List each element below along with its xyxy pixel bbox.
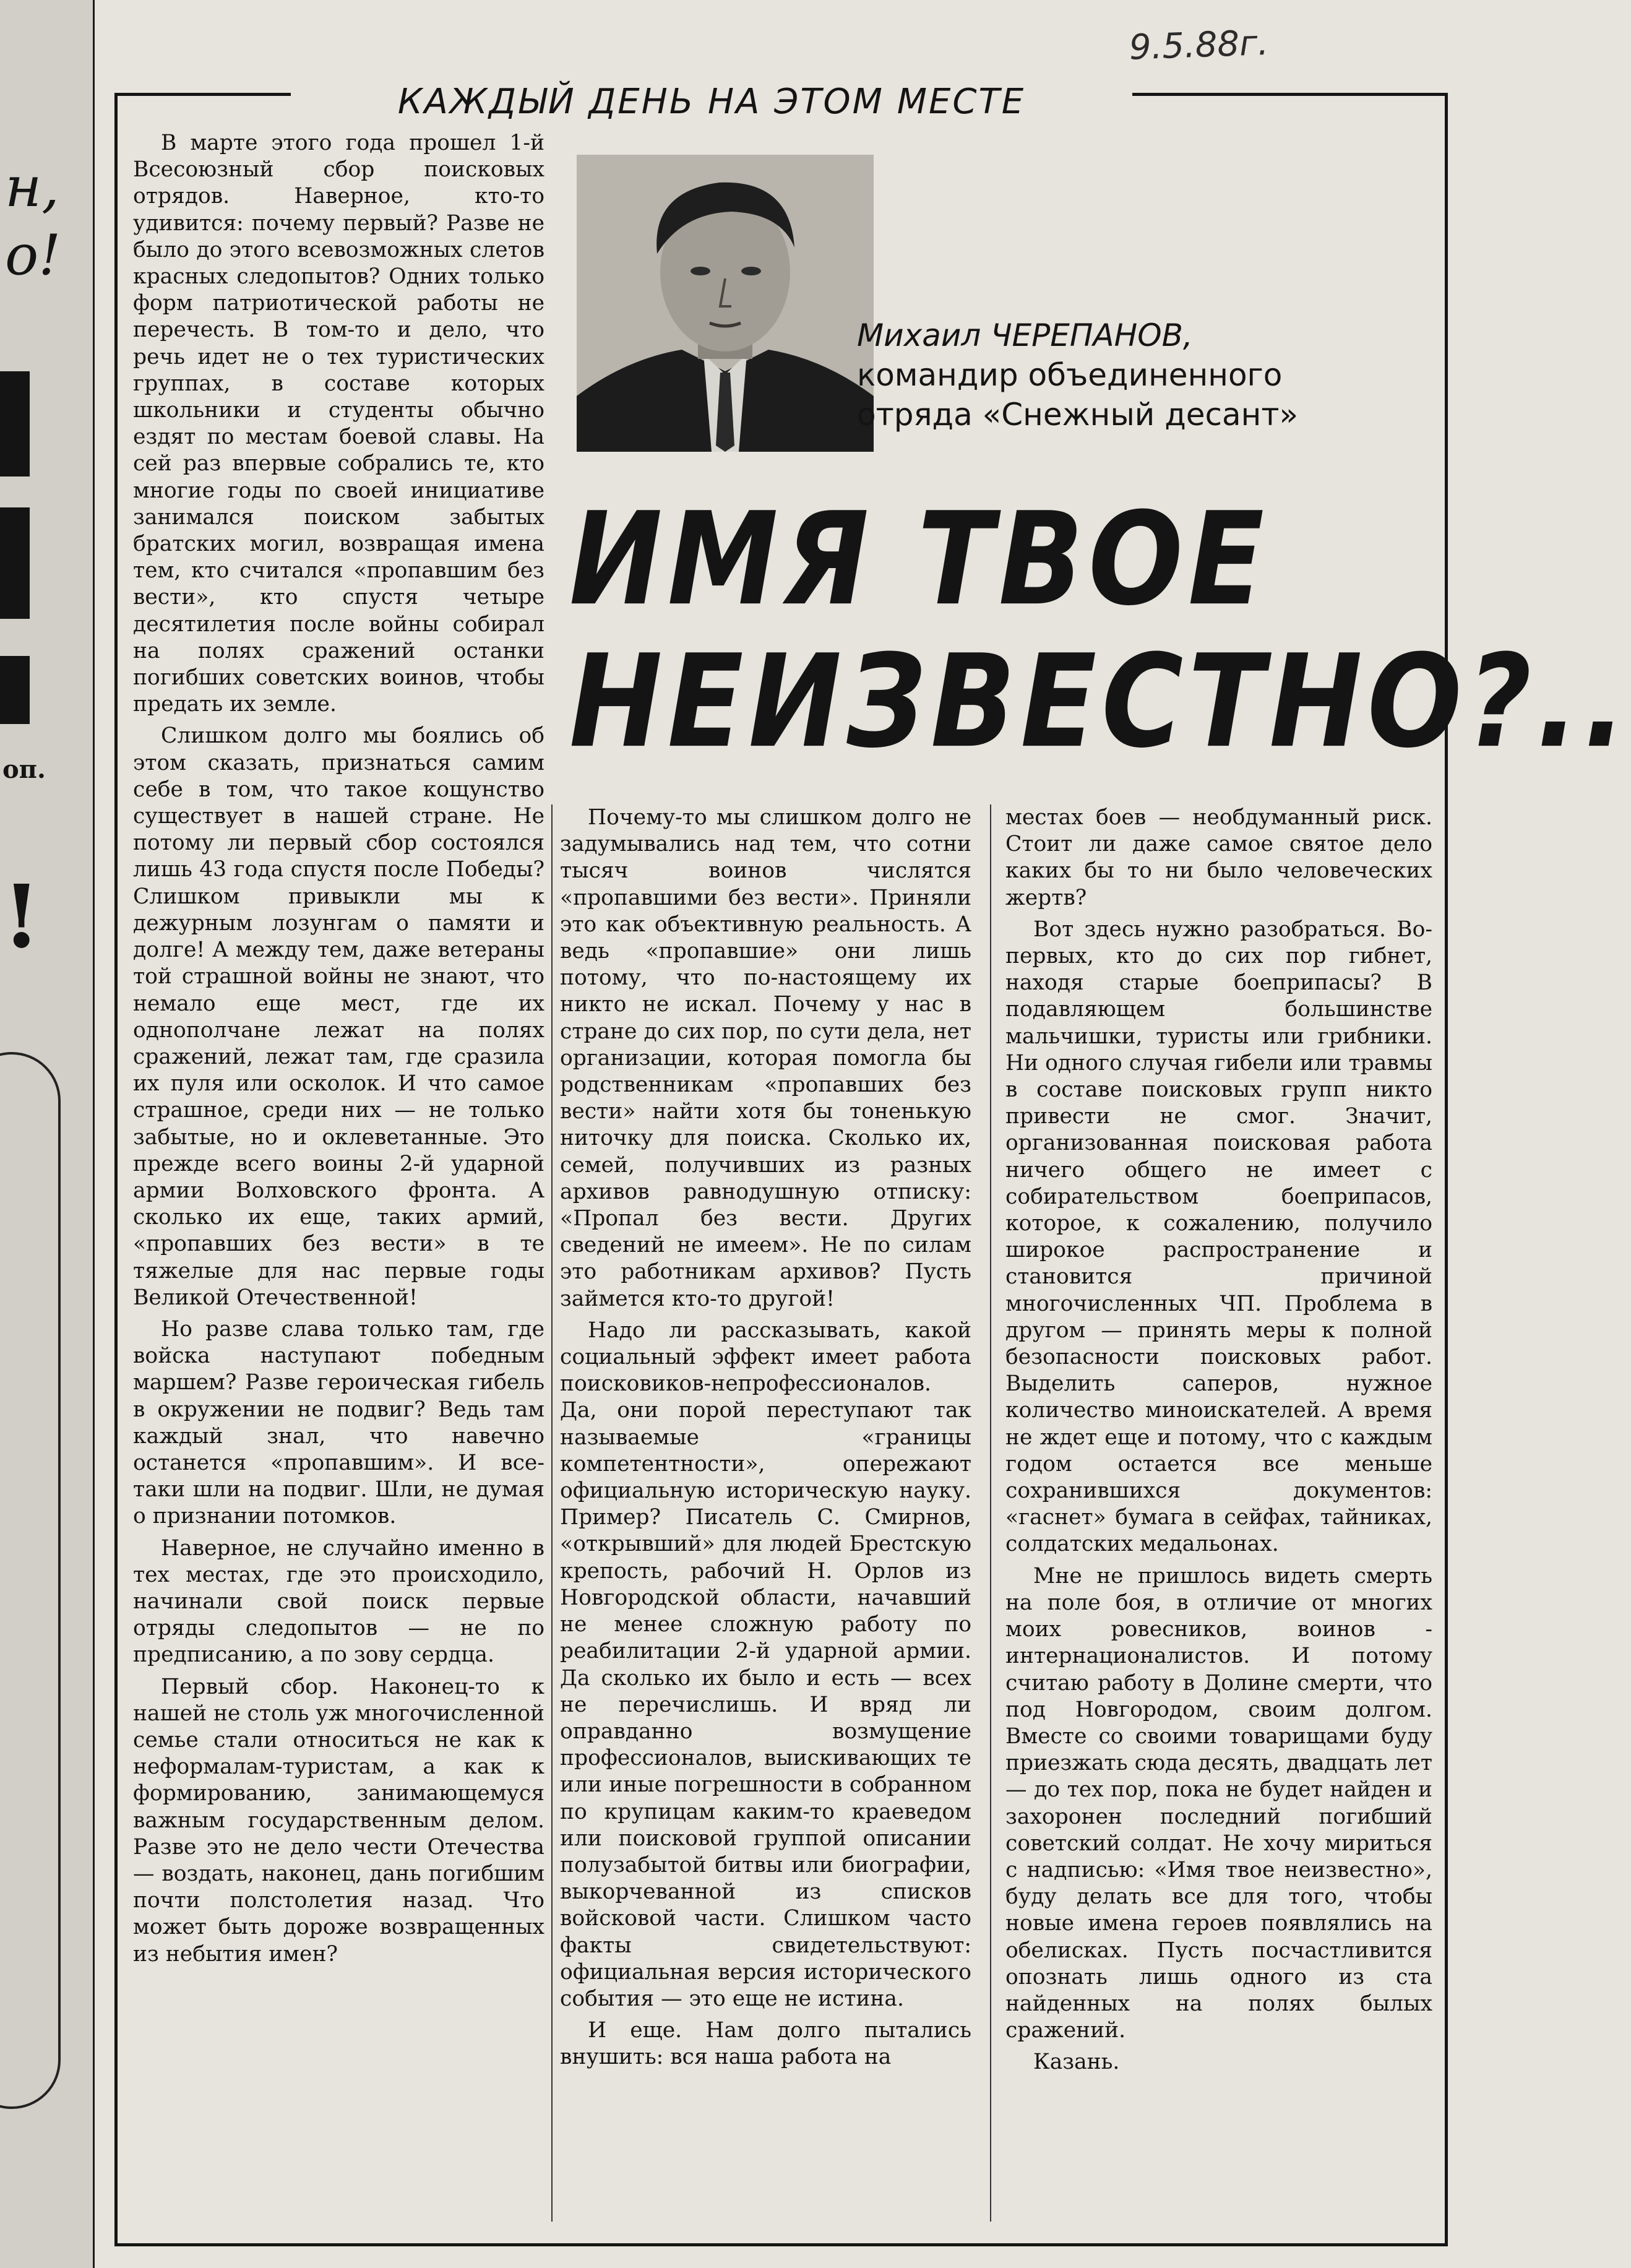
- left-strip-frame: [0, 1052, 61, 2109]
- author-byline: [857, 316, 1414, 434]
- adjacent-article-strip: [0, 0, 95, 2268]
- portrait-illustration: [577, 155, 874, 452]
- paragraph: Первый сбор. Наконец-то к нашей не столь уж многочисленной семье стали относиться не как к неформалам-туристам, а как к формированию, занимающемуся важным государственным делом. Разве это не дело чести Отечества — воздать, наконец, дань погибшим почти полстолетия назад. Что может быть дороже возвращенных из небытия имен?: [133, 1674, 544, 1967]
- rubric-header: КАЖДЫЙ ДЕНЬ НА ЭТОМ МЕСТЕ: [291, 77, 1132, 127]
- paragraph: Но разве слава только там, где войска наступают победным маршем? Разве героическая гибель в окружении не подвиг? Ведь там каждый знал, что навечно останется «пропавшим». И все-таки шли на подвиг. Шли, не думая о признании потомков.: [133, 1316, 544, 1529]
- left-strip-exclamation: !: [2, 866, 41, 968]
- paragraph: Надо ли рассказывать, какой социальный эффект имеет работа поисковиков-непрофессионалов. Да, они порой переступают так называемые «границы компетентности», опережают официальную историческую науку. Пример? Писатель С. Смирнов, «открывший» для людей Брестскую крепость, рабочий Н. Орлов из Новгородской области, начавший не менее сложную работу по реабилитации 2-й ударной армии. Да сколько их было и есть — всех не перечислишь. И вряд ли оправданно возмущение профессионалов, выискивающих те или иные погрешности в собранном по крупицам каким-то краеведом или поисковой группой описании полузабытой битвы или биографии, выкорчеванной из списков войсковой части. Слишком часто факты свидетельствуют: официальная версия исторического события — это еще не истина.: [560, 1317, 971, 2011]
- left-strip-fragment: о!: [5, 223, 61, 288]
- handwritten-date: 9.5.88г.: [1128, 22, 1270, 68]
- author-portrait-photo: [577, 155, 874, 452]
- column-rule: [551, 804, 553, 2222]
- left-strip-fragment: н,: [5, 155, 59, 220]
- left-strip-black-block: [0, 507, 30, 619]
- author-name: Михаил ЧЕРЕПАНОВ,: [857, 317, 1193, 353]
- article-headline: [569, 485, 1631, 777]
- author-role: отряда «Снежный десант»: [857, 397, 1299, 433]
- author-role: командир объединенного: [857, 357, 1283, 393]
- column-rule: [990, 804, 991, 2222]
- paragraph: местах боев — необдуманный риск. Стоит ли даже самое святое дело каких бы то ни было человеческих жертв?: [1005, 805, 1432, 910]
- left-strip-word: оп.: [2, 755, 46, 784]
- paragraph: Слишком долго мы боялись об этом сказать, признаться самим себе в том, что такое кощунство существует в нашей стране. Не потому ли первый сбор состоялся лишь 43 года спустя после Победы? Слишком привыкли мы к дежурным лозунгам о памяти и долге! А между тем, даже ветераны той страшной войны не знают, что немало еще мест, где их однополчане лежат на полях сражений, лежат там, где сразила их пуля или осколок. И что самое страшное, среди них — не только забытые, но и оклеветанные. Это прежде всего воины 2-й ударной армии Волховского фронта. А сколько их еще, таких армий, «пропавших без вести» в те тяжелые для нас первые годы Великой Отечественной!: [133, 723, 544, 1310]
- paragraph: Наверное, не случайно именно в тех местах, где это происходило, начинали свой поиск первые отряды следопытов — не по предписанию, а по зову сердца.: [133, 1535, 544, 1668]
- left-strip-black-block: [0, 656, 30, 724]
- signoff-city: Казань.: [1033, 2050, 1120, 2075]
- left-strip-black-block: [0, 371, 30, 476]
- paragraph: Почему-то мы слишком долго не задумывались над тем, что сотни тысяч воинов числятся «пропавшими без вести». Приняли это как объективную реальность. А ведь «пропавшие» они лишь потому, что по-настоящему их никто не искал. Почему у нас в стране до сих пор, по сути дела, нет организации, которая помогла бы родственникам «пропавших без вести» найти хотя бы тоненькую ниточку для поиска. Сколько их, семей, получивших из разных архивов равнодушную отписку: «Пропал без вести. Других сведений не имеем». Не по силам это работникам архивов? Пусть займется кто-то другой!: [560, 805, 971, 1311]
- paragraph: Мне не пришлось видеть смерть на поле боя, в отличие от многих моих ровесников, воинов - интернационалистов. И потому считаю работу в Долине смерти, что под Новгородом, своим долгом. Вместе со своими товарищами буду приезжать сюда десять, двадцать лет — до тех пор, пока не будет найден и захоронен последний погибший советский солдат. Не хочу мириться с надписью: «Имя твое неизвестно», буду делать все для того, чтобы новые имена героев появлялись на обелисках. Пусть посчастливится опознать лишь одного из ста найденных на полях былых сражений.: [1005, 1563, 1432, 2043]
- article-column-3: [1005, 804, 1432, 2076]
- paragraph: В марте этого года прошел 1-й Всесоюзный сбор поисковых отрядов. Наверное, кто-то удивится: почему первый? Разве не было до этого всевозможных слетов красных следопытов? Одних только форм патриотической работы не перечесть. В том-то и дело, что речь идет не о тех туристических группах, в составе которых школьники и студенты обычно ездят по местам боевой славы. На сей раз впервые собрались те, кто многие годы по своей инициативе занимался поиском забытых братских могил, возвращая имена тем, кто считался «пропавшим без вести», кто спустя четыре десятилетия после войны собирал на полях сражений останки погибших советских воинов, чтобы предать их земле.: [133, 131, 544, 717]
- paragraph: Вот здесь нужно разобраться. Во-первых, кто до сих пор гибнет, находя старые боеприпасы? В подавляющем большинстве мальчишки, туристы или грибники. Ни одного случая гибели или травмы в составе поисковых групп никто привести не смог. Значит, организованная поисковая работа ничего общего не имеет с собирательством боеприпасов, которое, к сожалению, получило широкое распространение и становится причиной многочисленных ЧП. Проблема в другом — принять меры к полной безопасности поисковых работ. Выделить саперов, нужное количество миноискателей. А время не ждет еще и потому, что с каждым годом остается все меньше сохранившихся документов: «гаснет» бумага в сейфах, тайниках, солдатских медальонах.: [1005, 916, 1432, 1557]
- article-column-1: [133, 130, 544, 1968]
- headline-line: НЕИЗВЕСТНО?..: [569, 627, 1631, 777]
- headline-line: ИМЯ ТВОЕ: [569, 485, 1269, 634]
- article-column-2: [560, 804, 971, 2071]
- paragraph: И еще. Нам долго пытались внушить: вся наша работа на: [560, 2018, 971, 2070]
